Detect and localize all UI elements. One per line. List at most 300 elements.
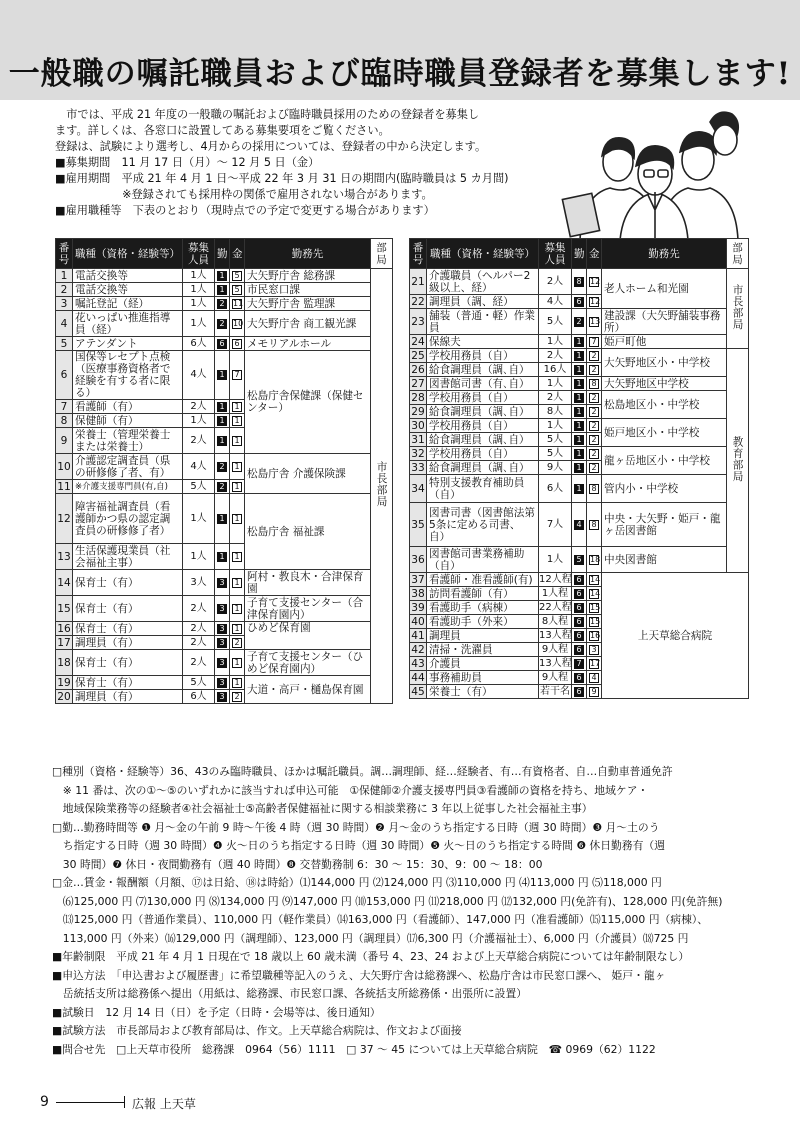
table-cell <box>215 351 230 400</box>
page-title: 一般職の嘱託職員および臨時職員登録者を募集します! <box>8 56 792 92</box>
work-hours-code: 1 <box>574 484 584 494</box>
wage-code: 1 <box>232 552 242 562</box>
wage-code: 12 <box>590 296 601 306</box>
table-cell <box>587 391 602 405</box>
table-cell: 保育士（有） <box>73 570 183 596</box>
work-hours-code: 1 <box>217 436 227 446</box>
table-cell: 中央・大矢野・姫戸・龍ヶ岳図書館 <box>602 503 727 547</box>
header-count: 募集人員 <box>539 239 572 269</box>
table-cell: 1 <box>56 269 73 283</box>
wage-code: 1 <box>232 462 242 472</box>
table-cell: 2人 <box>183 650 215 676</box>
table-cell <box>572 377 587 391</box>
table-cell: 32 <box>411 447 425 460</box>
table-cell: 老人ホーム和光園 <box>602 269 727 309</box>
jobs-table-right <box>409 238 749 699</box>
table-cell <box>230 400 245 414</box>
wage-code: 5 <box>232 271 242 281</box>
work-hours-code: 3 <box>217 658 227 668</box>
wage-code: 2 <box>589 407 599 417</box>
table-row <box>56 311 393 337</box>
table-cell: 給食調理員（調､自） <box>427 405 539 419</box>
table-cell <box>215 480 230 494</box>
table-cell <box>230 544 245 570</box>
intro-line: ■雇用期間 平成 21 年 4 月 1 日～平成 22 年 3 月 31 日の期間内(臨時職員は 5 カ月間) <box>55 172 509 185</box>
page-footer <box>40 1088 740 1118</box>
table-cell: 2人 <box>539 349 572 363</box>
table-cell <box>587 419 602 433</box>
wage-code: 2 <box>589 365 599 375</box>
table-cell: 姫戸地区小・中学校 <box>602 419 727 447</box>
publication-name: 広報 上天草 <box>132 1097 196 1111</box>
table-cell: 22 <box>411 295 425 308</box>
table-cell: 16 <box>57 622 71 635</box>
table-cell <box>587 615 602 629</box>
header-count: 募集人員 <box>183 239 215 269</box>
work-hours-code: 2 <box>217 482 227 492</box>
table-cell: 7人 <box>539 503 572 547</box>
table-cell: 9人程 <box>539 643 572 657</box>
note-line: ⑹125,000 円 ⑺130,000 円 ⑻134,000 円 ⑼147,000 円 ⑽153,000 円 ⑾218,000 円 ⑿132,000 円(免許有)、128,000 円(免許無) <box>52 894 723 908</box>
wage-code: 2 <box>589 351 599 361</box>
table-cell: 41 <box>411 629 425 642</box>
wage-code: 8 <box>589 484 599 494</box>
table-cell <box>215 622 230 636</box>
table-cell: 38 <box>411 587 425 600</box>
table-cell <box>572 601 587 615</box>
header-place: 勤務先 <box>245 239 371 269</box>
table-cell: 4人 <box>183 351 215 400</box>
wage-code: 2 <box>232 638 242 648</box>
wage-code: 7 <box>232 370 242 380</box>
work-hours-code: 1 <box>574 337 584 347</box>
table-cell: 20 <box>57 690 71 703</box>
note-line: ■試験方法 市長部局および教育部局は、作文。上天草総合病院は、作文および面接 <box>52 1024 462 1037</box>
wage-code: 1 <box>232 678 242 688</box>
table-cell <box>230 636 245 650</box>
table-cell: 44 <box>411 671 425 684</box>
work-hours-code: 3 <box>217 578 227 588</box>
table-cell: 19 <box>57 676 71 689</box>
table-cell <box>215 414 230 428</box>
table-cell: 36 <box>410 547 427 573</box>
table-cell: 2人 <box>539 391 572 405</box>
table-cell: 40 <box>411 615 425 628</box>
wage-code: 2 <box>589 435 599 445</box>
table-cell: 23 <box>410 309 427 335</box>
note-line: ち指定する日時（週 30 時間）❹ 火～日のうち指定する日時（週 30 時間）❺ 火～日のうち指定する時間 ❻ 休日勤務有（週 <box>52 839 666 852</box>
wage-code: 15 <box>590 616 601 626</box>
table-cell <box>572 363 587 377</box>
table-cell <box>587 461 602 475</box>
work-hours-code: 6 <box>574 673 584 683</box>
table-cell <box>230 494 245 544</box>
table-cell: 大矢野地区小・中学校 <box>602 349 727 377</box>
table-row <box>56 337 393 351</box>
table-cell <box>215 297 230 311</box>
table-cell: 子育て支援センター（ひめど保育園内） <box>245 650 371 676</box>
table-row <box>56 570 393 596</box>
work-hours-code: 8 <box>574 277 584 287</box>
table-row <box>410 335 749 349</box>
note-line: ⒀125,000 円（普通作業員）、110,000 円（軽作業員）⒁163,000 円（看護師）、147,000 円（准看護師）⒂115,000 円（病棟）、 <box>52 913 709 926</box>
wage-code: 1 <box>232 436 242 446</box>
work-hours-code: 1 <box>217 285 227 295</box>
footer-tick <box>124 1096 125 1108</box>
table-cell: 上天草総合病院 <box>602 573 749 699</box>
table-cell: 栄養士（有） <box>427 685 539 699</box>
table-cell: 26 <box>411 363 425 376</box>
wage-code: 14 <box>590 588 601 598</box>
dept-label: 市長部局 <box>727 269 749 349</box>
table-cell <box>230 622 245 636</box>
table-cell <box>215 428 230 454</box>
table-cell: 2 <box>56 283 73 297</box>
table-cell <box>587 573 602 587</box>
table-cell: 1人程 <box>539 587 572 601</box>
wage-code: 1 <box>232 416 242 426</box>
table-cell: 給食調理員（調､自） <box>427 363 539 377</box>
table-cell <box>587 405 602 419</box>
table-cell <box>572 335 587 349</box>
table-cell: 1人 <box>183 297 215 311</box>
table-cell: 42 <box>411 643 425 656</box>
wage-code: 6 <box>232 339 242 349</box>
table-cell <box>230 570 245 596</box>
intro-line: ■雇用職種等 下表のとおり（現時点での予定で変更する場合があります） <box>55 204 435 217</box>
table-cell <box>572 295 587 309</box>
table-row <box>56 676 393 690</box>
table-row <box>410 391 749 405</box>
table-cell <box>587 363 602 377</box>
table-cell <box>215 454 230 480</box>
table-cell <box>587 587 602 601</box>
table-cell: 嘱託登記（経） <box>73 297 183 311</box>
work-hours-code: 1 <box>574 351 584 361</box>
table-cell: 39 <box>411 601 425 614</box>
table-header-row <box>56 239 393 269</box>
intro-line: ※登録されても採用枠の関係で雇用されない場合があります。 <box>55 188 433 201</box>
table-cell: 16人 <box>539 363 572 377</box>
table-cell <box>230 650 245 676</box>
table-cell: 保育士（有） <box>73 622 183 636</box>
table-cell <box>215 690 230 704</box>
table-cell: 保健師（有） <box>73 414 183 428</box>
table-cell: 45 <box>411 685 425 698</box>
table-cell: 調理員（調、経） <box>427 295 539 309</box>
table-cell: 13人程 <box>539 629 572 641</box>
table-cell <box>587 685 602 699</box>
work-hours-code: 1 <box>574 435 584 445</box>
table-cell <box>572 685 587 699</box>
table-cell: 松島庁舎 福祉課 <box>245 494 371 570</box>
table-cell: 9人 <box>539 461 572 475</box>
table-row <box>56 297 393 311</box>
table-header-row <box>410 239 749 269</box>
header-kin: 勤 <box>572 239 587 269</box>
table-cell: 8人程 <box>539 615 572 629</box>
work-hours-code: 1 <box>217 370 227 380</box>
table-cell <box>572 447 587 461</box>
table-cell: 図書司書（図書館法第5条に定める司書、自） <box>427 503 539 547</box>
work-hours-code: 6 <box>574 603 584 613</box>
table-cell: 11 <box>57 480 71 493</box>
table-cell: 2人 <box>539 269 572 295</box>
note-line: ■年齢制限 平成 21 年 4 月 1 日現在で 18 歳以上 60 歳未満（番号 4、23、24 および上天草総合病院については年齢制限なし） <box>52 950 690 963</box>
table-cell: 大矢野庁舎 監理課 <box>245 297 371 311</box>
table-cell: 24 <box>411 335 425 348</box>
note-line: ■問合せ先 □上天草市役所 総務課 0964（56）1111 □ 37 ～ 45 については上天草総合病院 ☎ 0969（62）1122 <box>52 1042 656 1056</box>
table-row <box>410 547 749 573</box>
table-cell: 給食調理員（調､自） <box>427 433 539 447</box>
table-row <box>410 419 749 433</box>
table-cell <box>215 544 230 570</box>
table-row <box>56 596 393 622</box>
note-line: ■申込方法 「申込書および履歴書」に希望職種等記入のうえ、大矢野庁舎は総務課へ、松島庁舎は市民窓口課へ、 姫戸・龍ヶ <box>52 968 666 982</box>
table-cell <box>215 337 230 351</box>
table-cell: 生活保護現業員（社会福祉主事） <box>73 544 183 570</box>
table-row <box>410 573 749 587</box>
table-cell: 電話交換等 <box>73 283 183 297</box>
table-cell: 管内小・中学校 <box>602 475 727 503</box>
table-cell: 12 <box>56 494 73 544</box>
table-cell: 1人 <box>183 414 215 428</box>
table-cell <box>587 475 602 503</box>
wage-code: 12 <box>590 276 601 286</box>
table-cell <box>587 295 602 309</box>
table-cell <box>230 454 245 480</box>
table-cell: 6人 <box>183 690 215 704</box>
table-cell: 12人程 <box>539 573 572 585</box>
table-cell: 21 <box>410 269 427 295</box>
wage-code: 15 <box>590 602 601 612</box>
table-cell <box>230 690 245 704</box>
intro-line: 登録は、試験により選考し、4月からの採用については、登録者の中から決定します。 <box>55 140 487 153</box>
wage-code: 2 <box>232 692 242 702</box>
work-hours-code: 2 <box>217 462 227 472</box>
table-cell: 5 <box>56 337 73 351</box>
table-row <box>56 269 393 283</box>
table-cell <box>572 671 587 685</box>
table-cell: 31 <box>411 433 425 446</box>
table-cell: 大矢野地区中学校 <box>602 377 727 391</box>
table-cell: 18 <box>56 650 73 676</box>
table-cell: 6人 <box>183 337 215 351</box>
table-cell <box>572 643 587 657</box>
table-cell: 子育て支援センター（合津保育園内） <box>245 596 371 622</box>
table-cell <box>587 433 602 447</box>
table-cell: 34 <box>410 475 427 503</box>
work-hours-code: 6 <box>574 589 584 599</box>
table-cell <box>587 309 602 335</box>
table-cell: 5人 <box>539 309 572 335</box>
table-cell <box>215 494 230 544</box>
work-hours-code: 5 <box>574 555 584 565</box>
work-hours-code: 1 <box>574 393 584 403</box>
table-cell: 介護職員（ヘルパー2級以上、経） <box>427 269 539 295</box>
table-cell: 3人 <box>183 570 215 596</box>
table-cell: 学校用務員（自） <box>427 419 539 433</box>
table-cell: 13人程 <box>539 657 572 669</box>
table-cell: アテンダント <box>73 337 183 351</box>
table-cell <box>215 400 230 414</box>
work-hours-code: 6 <box>574 617 584 627</box>
table-cell: 2人 <box>183 596 215 622</box>
table-cell <box>215 650 230 676</box>
table-cell: 2人 <box>183 400 215 414</box>
wage-code: 1 <box>232 578 242 588</box>
wage-code: 1 <box>232 514 242 524</box>
table-cell: 1人 <box>183 269 215 283</box>
table-cell: 調理員（有） <box>73 636 183 650</box>
table-row <box>410 475 749 503</box>
table-cell <box>587 657 602 671</box>
table-cell: 舗装（普通・軽）作業員 <box>427 309 539 335</box>
work-hours-code: 1 <box>217 271 227 281</box>
table-row <box>56 622 393 636</box>
table-cell: 学校用務員（自） <box>427 447 539 461</box>
table-cell: 35 <box>410 503 427 547</box>
table-cell <box>572 405 587 419</box>
table-cell: ひめど保育園 <box>245 622 371 650</box>
table-cell: 4人 <box>539 295 572 309</box>
work-hours-code: 3 <box>217 678 227 688</box>
table-cell <box>572 419 587 433</box>
table-cell: 事務補助員 <box>427 671 539 685</box>
header-no: 番号 <box>410 239 427 269</box>
table-cell <box>572 349 587 363</box>
table-cell <box>572 657 587 671</box>
wage-code: 2 <box>589 421 599 431</box>
table-cell: 43 <box>411 657 425 670</box>
table-cell: 29 <box>411 405 425 418</box>
intro-text <box>55 107 545 219</box>
table-cell <box>215 283 230 297</box>
table-row <box>56 351 393 400</box>
table-cell: 看護助手（外来） <box>427 615 539 629</box>
table-cell <box>587 547 602 573</box>
wage-code: 10 <box>233 318 244 328</box>
table-row <box>56 650 393 676</box>
work-hours-code: 1 <box>217 552 227 562</box>
notes-section <box>52 763 760 1059</box>
table-cell: 大矢野庁舎 総務課 <box>245 269 371 283</box>
table-cell: 1人 <box>183 494 215 544</box>
table-cell: 学校用務員（自） <box>427 391 539 405</box>
table-cell <box>587 601 602 615</box>
work-hours-code: 1 <box>217 402 227 412</box>
header-kin: 勤 <box>215 239 230 269</box>
table-cell <box>572 629 587 643</box>
table-cell: 37 <box>411 573 425 586</box>
table-cell <box>215 269 230 283</box>
table-cell <box>230 337 245 351</box>
work-hours-code: 1 <box>217 514 227 524</box>
table-cell <box>572 615 587 629</box>
wage-code: 2 <box>589 463 599 473</box>
table-cell <box>230 269 245 283</box>
table-cell <box>572 391 587 405</box>
table-cell <box>572 269 587 295</box>
wage-code: 8 <box>589 379 599 389</box>
intro-line: ます。詳しくは、各窓口に設置してある募集要項をご覧ください。 <box>55 124 390 137</box>
note-line: 岳統括支所は総務係へ提出（用紙は、総務課、市民窓口課、各統括支所総務係・出張所に設置） <box>52 987 528 1000</box>
table-cell <box>587 269 602 295</box>
table-row <box>410 309 749 335</box>
table-cell <box>587 503 602 547</box>
page-number: 9 <box>40 1094 49 1110</box>
work-hours-code: 6 <box>217 339 227 349</box>
table-cell: 阿村・教良木・合津保育園 <box>245 570 371 596</box>
intro-line: ■募集期間 11 月 17 日（月）～ 12 月 5 日（金） <box>55 156 320 169</box>
work-hours-code: 3 <box>217 604 227 614</box>
work-hours-code: 2 <box>217 299 227 309</box>
table-row <box>56 454 393 480</box>
table-cell <box>587 377 602 391</box>
table-cell: ※介護支援専門員(有,自) <box>73 480 183 494</box>
table-cell: 清掃・洗濯員 <box>427 643 539 657</box>
table-cell: 花いっぱい推進指導員（経） <box>73 311 183 337</box>
table-cell: 調理員（有） <box>73 690 183 704</box>
wage-code: 2 <box>589 393 599 403</box>
table-cell <box>230 480 245 494</box>
note-line: ※ 11 番は、次の①～⑤のいずれかに該当すれば申込可能 ①保健師②介護支援専門員③看護師の資格を持ち、地域ケア・ <box>52 783 649 797</box>
table-cell <box>230 596 245 622</box>
table-cell: 5人 <box>539 447 572 461</box>
table-cell: 障害福祉調査員（看護師かつ県の認定調査員の研修修了者） <box>73 494 183 544</box>
table-cell: 大矢野庁舎 商工観光課 <box>245 311 371 337</box>
table-cell <box>215 596 230 622</box>
table-cell: 保線夫 <box>427 335 539 349</box>
table-cell: 図書館司書（有､自） <box>427 377 539 391</box>
table-row <box>56 283 393 297</box>
wage-code: 4 <box>589 673 599 683</box>
table-cell: 4 <box>56 311 73 337</box>
table-cell: 学校用務員（自） <box>427 349 539 363</box>
wage-code: 1 <box>232 624 242 634</box>
table-cell: 若干名 <box>540 685 570 697</box>
table-cell: 9 <box>56 428 73 454</box>
wage-code: 18 <box>590 554 601 564</box>
table-cell <box>230 676 245 690</box>
table-cell: 介護認定調査員（県の研修修了者、有） <box>73 454 183 480</box>
wage-code: 7 <box>589 337 599 347</box>
note-line: 113,000 円（外来）⒃129,000 円（調理師）、123,000 円（調理員）⒄6,300 円（介護福祉士）、6,000 円（介護員）⒅725 円 <box>52 931 689 945</box>
table-cell <box>215 570 230 596</box>
work-hours-code: 3 <box>217 692 227 702</box>
table-cell: 国保等レセプト点検（医療事務資格者で経験を有する者に限る） <box>73 351 183 400</box>
table-cell <box>572 461 587 475</box>
table-cell <box>572 475 587 503</box>
table-cell: 14 <box>56 570 73 596</box>
work-hours-code: 4 <box>574 520 584 530</box>
header-dept: 部局 <box>371 239 393 269</box>
header-dept: 部局 <box>727 239 749 269</box>
header-place: 勤務先 <box>602 239 727 269</box>
table-cell: 1人 <box>183 311 215 337</box>
table-cell <box>587 447 602 461</box>
table-cell <box>230 351 245 400</box>
header-no: 番号 <box>56 239 73 269</box>
wage-code: 2 <box>589 449 599 459</box>
table-cell: 1人 <box>539 335 572 349</box>
intro-line: 市では、平成 21 年度の一般職の嘱託および臨時職員採用のための登録者を募集し <box>66 108 480 121</box>
table-cell: 15 <box>56 596 73 622</box>
table-cell: 松島庁舎保健課（保健センター） <box>245 351 371 454</box>
table-cell: 1人 <box>183 544 215 570</box>
table-cell: 27 <box>411 377 425 390</box>
table-cell: 5人 <box>183 676 215 690</box>
